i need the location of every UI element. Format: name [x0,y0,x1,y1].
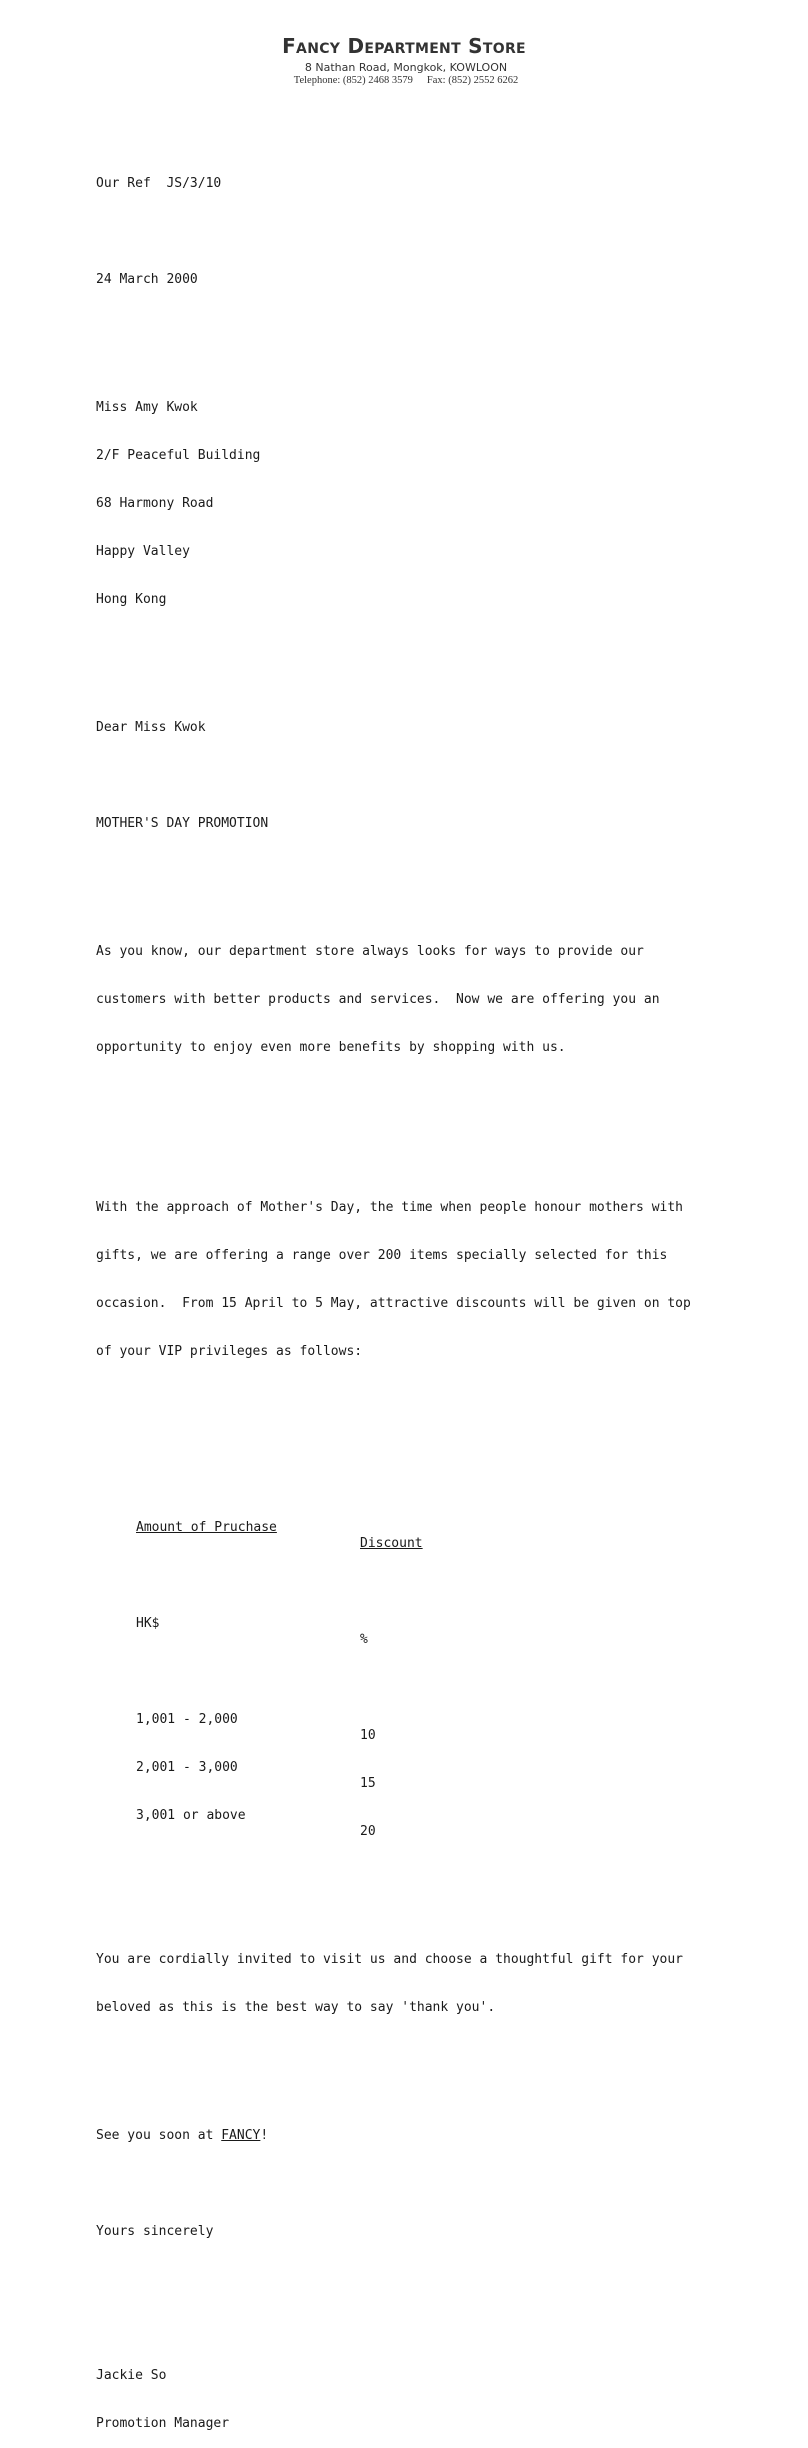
letter-body [96,144,736,2448]
paragraph-line: customers with better products and services. Now we are offering you an [96,992,660,1007]
store-address: 8 Nathan Road, Mongkok, KOWLOON [304,61,508,74]
paragraph-line: opportunity to enjoy even more benefits by shopping with us. [96,1040,566,1055]
recipient-line: 2/F Peaceful Building [96,448,261,463]
unit-currency: HK$ [136,1616,160,1631]
discount-table [96,1472,736,1840]
table-header-row [96,1504,736,1551]
paragraph-intro [96,912,736,1088]
table-row [96,1696,736,1743]
subject-line: MOTHER'S DAY PROMOTION [96,816,269,831]
paragraph-line: gifts, we are offering a range over 200 items specially selected for this [96,1248,668,1263]
paragraph-invitation [96,1920,736,2048]
letter-date: 24 March 2000 [96,272,198,287]
unit-percent: % [360,1632,368,1647]
signatory-name: Jackie So [96,2368,167,2383]
salutation: Dear Miss Kwok [96,720,206,735]
reference-line: Our Ref JS/3/10 [96,176,222,191]
recipient-line: Miss Amy Kwok [96,400,198,415]
table-units-row [96,1600,736,1647]
paragraph-line: occasion. From 15 April to 5 May, attractive discounts will be given on top [96,1296,691,1311]
fax-number: Fax: (852) 2552 6262 [426,75,519,86]
table-row [96,1744,736,1791]
paragraph-line: beloved as this is the best way to say 'thank you'. [96,2000,496,2015]
closing-text: See you soon at [96,2128,222,2143]
recipient-line: Happy Valley [96,544,190,559]
recipient-line: Hong Kong [96,592,167,607]
paragraph-line: As you know, our department store always looks for ways to provide our [96,944,644,959]
closing-punctuation: ! [260,2128,269,2143]
recipient-address [96,368,736,640]
table-row [96,1792,736,1839]
paragraph-offer [96,1168,736,1392]
discount-value: 10 [360,1728,376,1743]
paragraph-line: With the approach of Mother's Day, the time when people honour mothers with [96,1200,683,1215]
discount-value: 20 [360,1824,376,1839]
paragraph-line: of your VIP privileges as follows: [96,1344,363,1359]
sign-off: Yours sincerely [96,2224,214,2239]
store-contact [0,75,808,86]
brand-name: FANCY [221,2128,261,2143]
column-header-amount: Amount of Pruchase [136,1520,277,1535]
recipient-line: 68 Harmony Road [96,496,214,511]
closing-line [96,2128,736,2144]
purchase-range: 3,001 or above [136,1808,246,1823]
signatory-title: Promotion Manager [96,2416,230,2431]
telephone-number: Telephone: (852) 2468 3579 [293,75,413,86]
paragraph-line: You are cordially invited to visit us and choose a thoughtful gift for your [96,1952,683,1967]
store-name: Fancy Department Store [282,34,526,58]
purchase-range: 2,001 - 3,000 [136,1760,238,1775]
letterhead [0,34,808,86]
column-header-discount: Discount [360,1536,423,1551]
discount-value: 15 [360,1776,376,1791]
purchase-range: 1,001 - 2,000 [136,1712,238,1727]
